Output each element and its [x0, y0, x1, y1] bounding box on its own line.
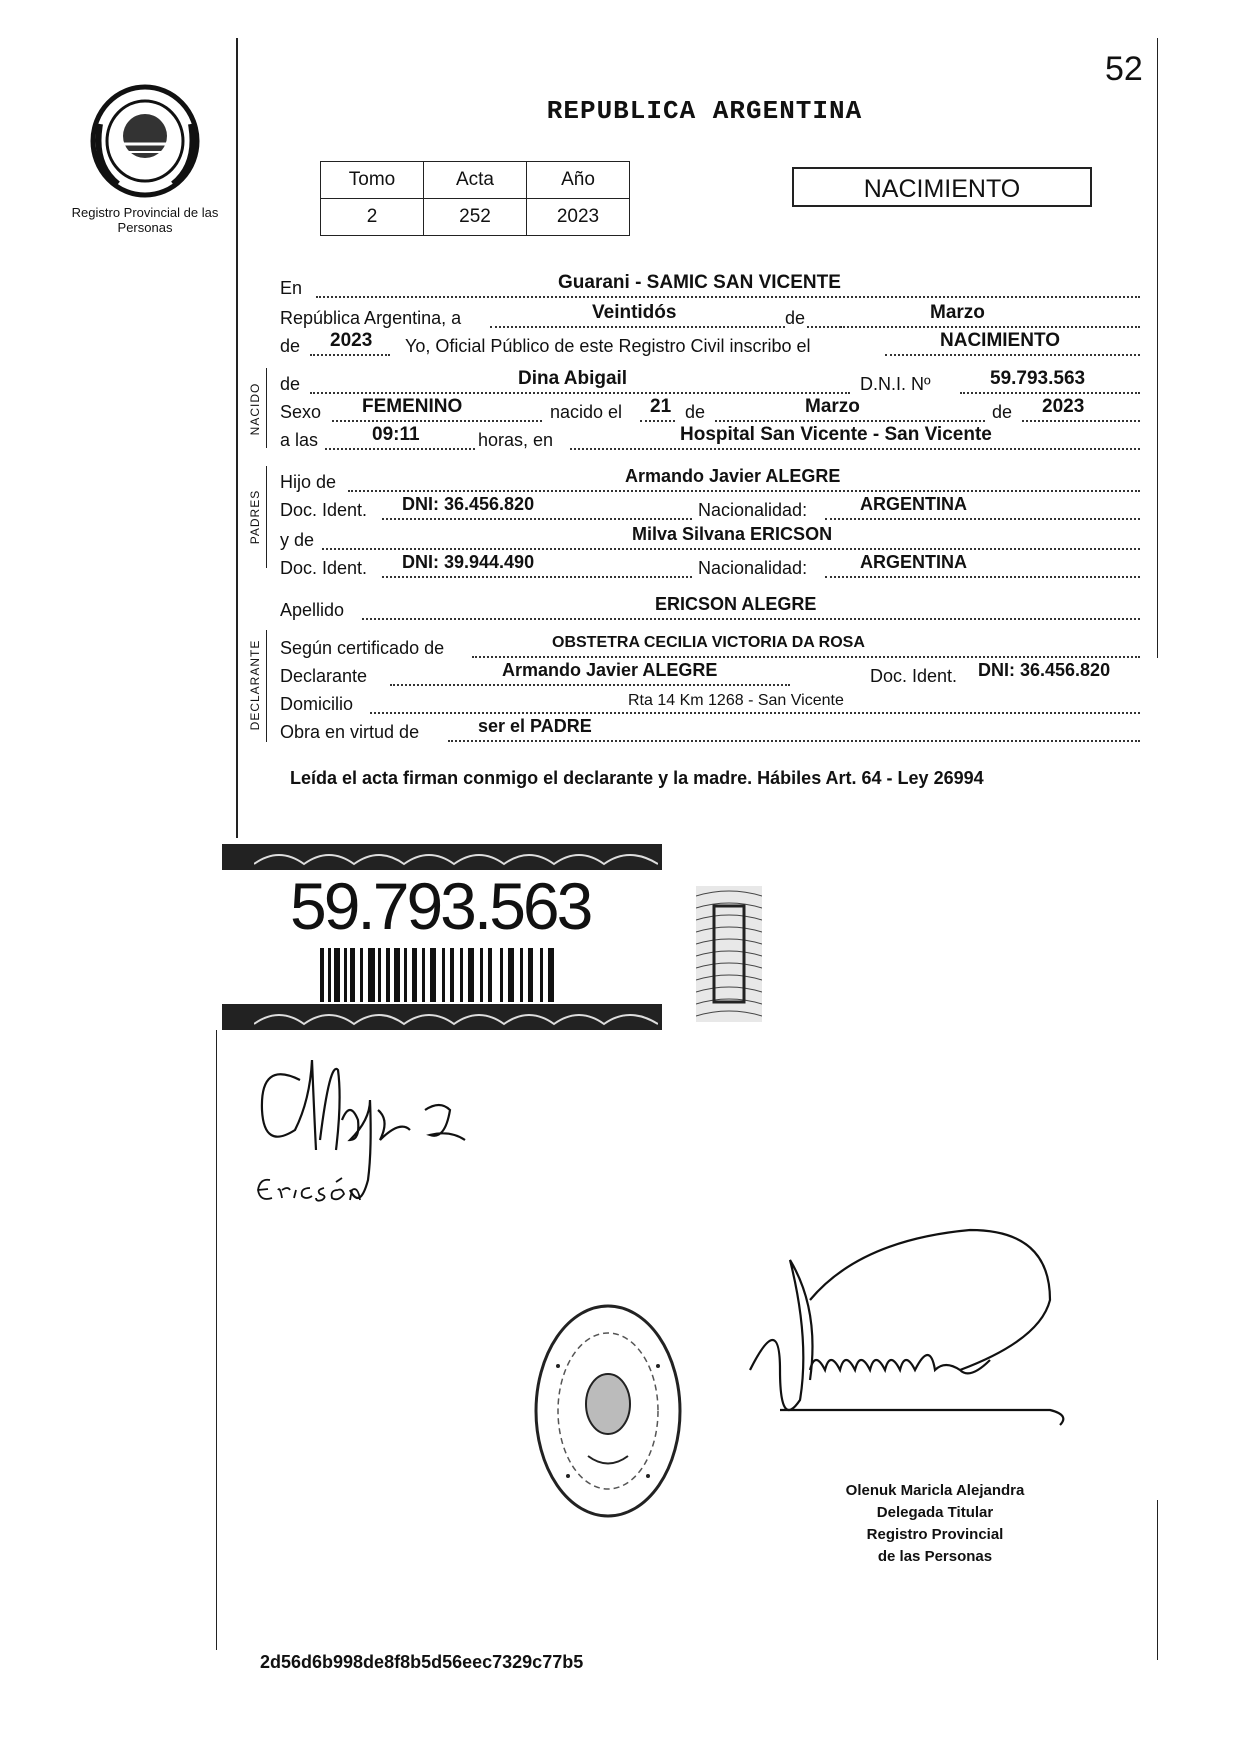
de-label-2: de	[280, 336, 301, 356]
document-hash: 2d56d6b998de8f8b5d56eec7329c77b5	[260, 1652, 584, 1672]
declarante-bracket	[266, 630, 267, 742]
acta-header: Acta	[424, 162, 527, 199]
declarante-label: Declarante	[280, 666, 368, 686]
de-label-5: de	[992, 402, 1013, 422]
row-domicilio	[280, 688, 1140, 716]
row-apellido	[280, 594, 1140, 622]
row-en	[280, 272, 1140, 300]
inscribo-text: Yo, Oficial Público de este Registro Civil inscribo el	[405, 336, 811, 356]
obra-label: Obra en virtud de	[280, 722, 420, 742]
left-margin-line-lower	[216, 1030, 217, 1650]
closing-text: Leída el acta firman conmigo el declarante y la madre. Hábiles Art. 64 - Ley 26994	[290, 768, 984, 788]
volume-table	[320, 161, 630, 236]
official-block	[790, 1480, 1080, 1568]
anio-value-text: 2023	[330, 330, 373, 351]
certificado-value: OBSTETRA CECILIA VICTORIA DA ROSA	[552, 634, 865, 651]
en-value: Guarani - SAMIC SAN VICENTE	[558, 272, 841, 293]
tomo-header: Tomo	[321, 162, 424, 199]
anio-header: Año	[527, 162, 630, 199]
tomo-value: 2	[321, 199, 424, 236]
padre-nac-label: Nacionalidad:	[698, 500, 808, 520]
de-label-3: de	[280, 374, 301, 394]
dia-value: Veintidós	[592, 302, 677, 323]
padre-nombre: Armando Javier ALEGRE	[625, 466, 841, 486]
obra-value: ser el PADRE	[478, 716, 592, 736]
mes-value: Marzo	[930, 302, 985, 323]
nombre-value: Dina Abigail	[518, 368, 628, 389]
sexo-label: Sexo	[280, 402, 322, 422]
row-hijo	[280, 466, 1140, 494]
madre-signature	[250, 1160, 370, 1210]
row-hora	[280, 424, 1140, 452]
row-madre	[280, 524, 1140, 552]
official-signature	[720, 1220, 1120, 1470]
de-label-4: de	[685, 402, 706, 422]
declarante-value: Armando Javier ALEGRE	[502, 660, 718, 680]
de-label: de	[785, 308, 806, 328]
dni-label: D.N.I. Nº	[860, 374, 931, 394]
inscribo-value: NACIMIENTO	[940, 330, 1060, 351]
declarante-doc: DNI: 36.456.820	[978, 660, 1111, 680]
padre-doc: DNI: 36.456.820	[402, 494, 535, 514]
hora-value: 09:11	[372, 424, 420, 445]
nacido-bracket	[266, 368, 267, 448]
official-org-2: de las Personas	[877, 1548, 993, 1565]
official-seal	[528, 1296, 688, 1526]
domicilio-label: Domicilio	[280, 694, 354, 714]
madre-doc-label: Doc. Ident.	[280, 558, 368, 578]
registry-name: Registro Provincial de las Personas	[71, 205, 219, 235]
row-padre-doc	[280, 494, 1140, 522]
official-title: Delegada Titular	[876, 1504, 994, 1521]
en-label: En	[280, 278, 303, 298]
declarante-side-label: DECLARANTE	[248, 639, 262, 731]
row-madre-doc	[280, 552, 1140, 580]
nac-mes: Marzo	[805, 396, 860, 417]
row-obra	[280, 716, 1140, 744]
security-hologram	[696, 886, 762, 1022]
page-number: 52	[1105, 50, 1143, 88]
left-margin-line	[236, 38, 238, 838]
sticker-pattern-bottom	[254, 1006, 658, 1028]
row-fecha	[280, 302, 1140, 330]
nacido-el-label: nacido el	[550, 402, 623, 422]
republica-label: República Argentina, a	[280, 308, 462, 328]
domicilio-value: Rta 14 Km 1268 - San Vicente	[628, 692, 844, 709]
acta-value: 252	[424, 199, 527, 236]
nacido-label: NACIDO	[248, 382, 262, 436]
dni-sticker-number: 59.793.563	[290, 869, 591, 943]
barcode-icon	[320, 948, 560, 1002]
madre-nac-label: Nacionalidad:	[698, 558, 808, 578]
row-inscribo	[280, 330, 1140, 358]
row-certificado	[280, 632, 1140, 660]
padre-doc-label: Doc. Ident.	[280, 500, 368, 520]
official-name: Olenuk Maricla Alejandra	[845, 1482, 1025, 1499]
row-nombre	[280, 368, 1140, 396]
y-de-label: y de	[280, 530, 315, 550]
declarante-doc-label: Doc. Ident.	[870, 666, 958, 686]
dni-value: 59.793.563	[990, 368, 1086, 389]
a-las-label: a las	[280, 430, 319, 450]
madre-doc: DNI: 39.944.490	[402, 552, 535, 572]
nac-dia: 21	[650, 396, 672, 417]
padres-bracket	[266, 466, 267, 568]
certificado-label: Según certificado de	[280, 638, 445, 658]
right-margin-line-lower	[1157, 1500, 1158, 1660]
apellido-label: Apellido	[280, 600, 345, 620]
document-title: REPUBLICA ARGENTINA	[546, 96, 863, 126]
right-margin-line	[1157, 38, 1158, 658]
horas-en-label: horas, en	[478, 430, 554, 450]
official-org-1: Registro Provincial	[866, 1526, 1004, 1543]
madre-nac: ARGENTINA	[860, 552, 967, 572]
padres-label: PADRES	[248, 489, 262, 545]
anio-value: 2023	[527, 199, 630, 236]
sticker-pattern-top	[254, 846, 658, 868]
row-declarante	[280, 660, 1140, 688]
row-sexo	[280, 396, 1140, 424]
hijo-label: Hijo de	[280, 472, 337, 492]
padre-nac: ARGENTINA	[860, 494, 967, 514]
nac-anio: 2023	[1042, 396, 1085, 417]
lugar-value: Hospital San Vicente - San Vicente	[680, 424, 992, 445]
sexo-value: FEMENINO	[362, 396, 463, 417]
madre-nombre: Milva Silvana ERICSON	[632, 524, 833, 544]
signature-1-text: Alegre	[250, 1040, 253, 1041]
record-type-box: NACIMIENTO	[792, 167, 1092, 207]
apellido-value: ERICSON ALEGRE	[655, 594, 817, 614]
